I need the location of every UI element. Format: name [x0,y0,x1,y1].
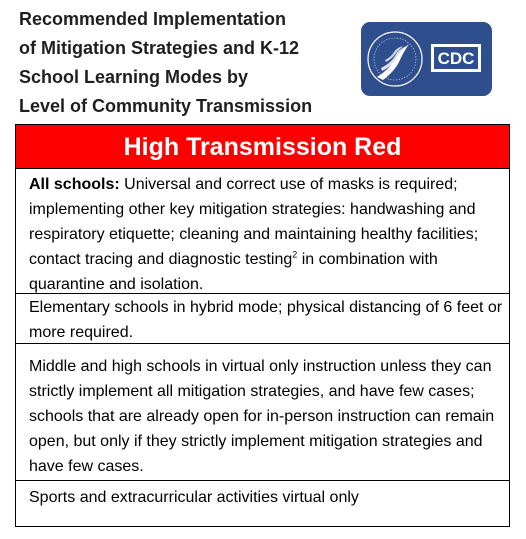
title-line-1: Recommended Implementation [19,9,287,29]
title-line-3: School Learning Modes by [19,67,249,87]
mitigation-table [15,124,510,527]
transmission-level-banner: High Transmission Red [16,125,509,169]
footnote-marker: 2 [292,249,298,260]
cdc-logo-graphic [361,22,492,96]
row-sports-extracurricular: Sports and extracurricular activities virtual only [29,489,359,506]
row-elementary-schools: Elementary schools in hybrid mode; physical distancing of 6 feet or more required. [16,295,509,344]
row-all-schools [16,172,509,294]
hhs-eagle-icon [368,32,422,86]
title-line-4: Level of Community Transmission [19,96,313,116]
document-header [0,0,526,124]
row-middle-high-schools: Middle and high schools in virtual only instruction unless they can strictly implement all mitigation strategies, and have few cases; schools that are already open for in-person instruction can remain open, but only if they strictly implement mitigation strategies and have few cases. [16,354,509,481]
cdc-logo [361,22,492,96]
document-title [19,5,349,121]
title-line-2: of Mitigation Strategies and K-12 [19,38,300,58]
row-text-continued: in combination with quarantine and isolation. [29,251,438,293]
cdc-logo-text: CDC [437,49,475,68]
row-lead: All schools: [29,176,120,193]
row-text: Universal and correct use of masks is required; implementing other key mitigation strategies: handwashing and respiratory etiquette; cleaning and maintaining healthy facilities; contact tracing and diagnostic testing [29,176,479,268]
